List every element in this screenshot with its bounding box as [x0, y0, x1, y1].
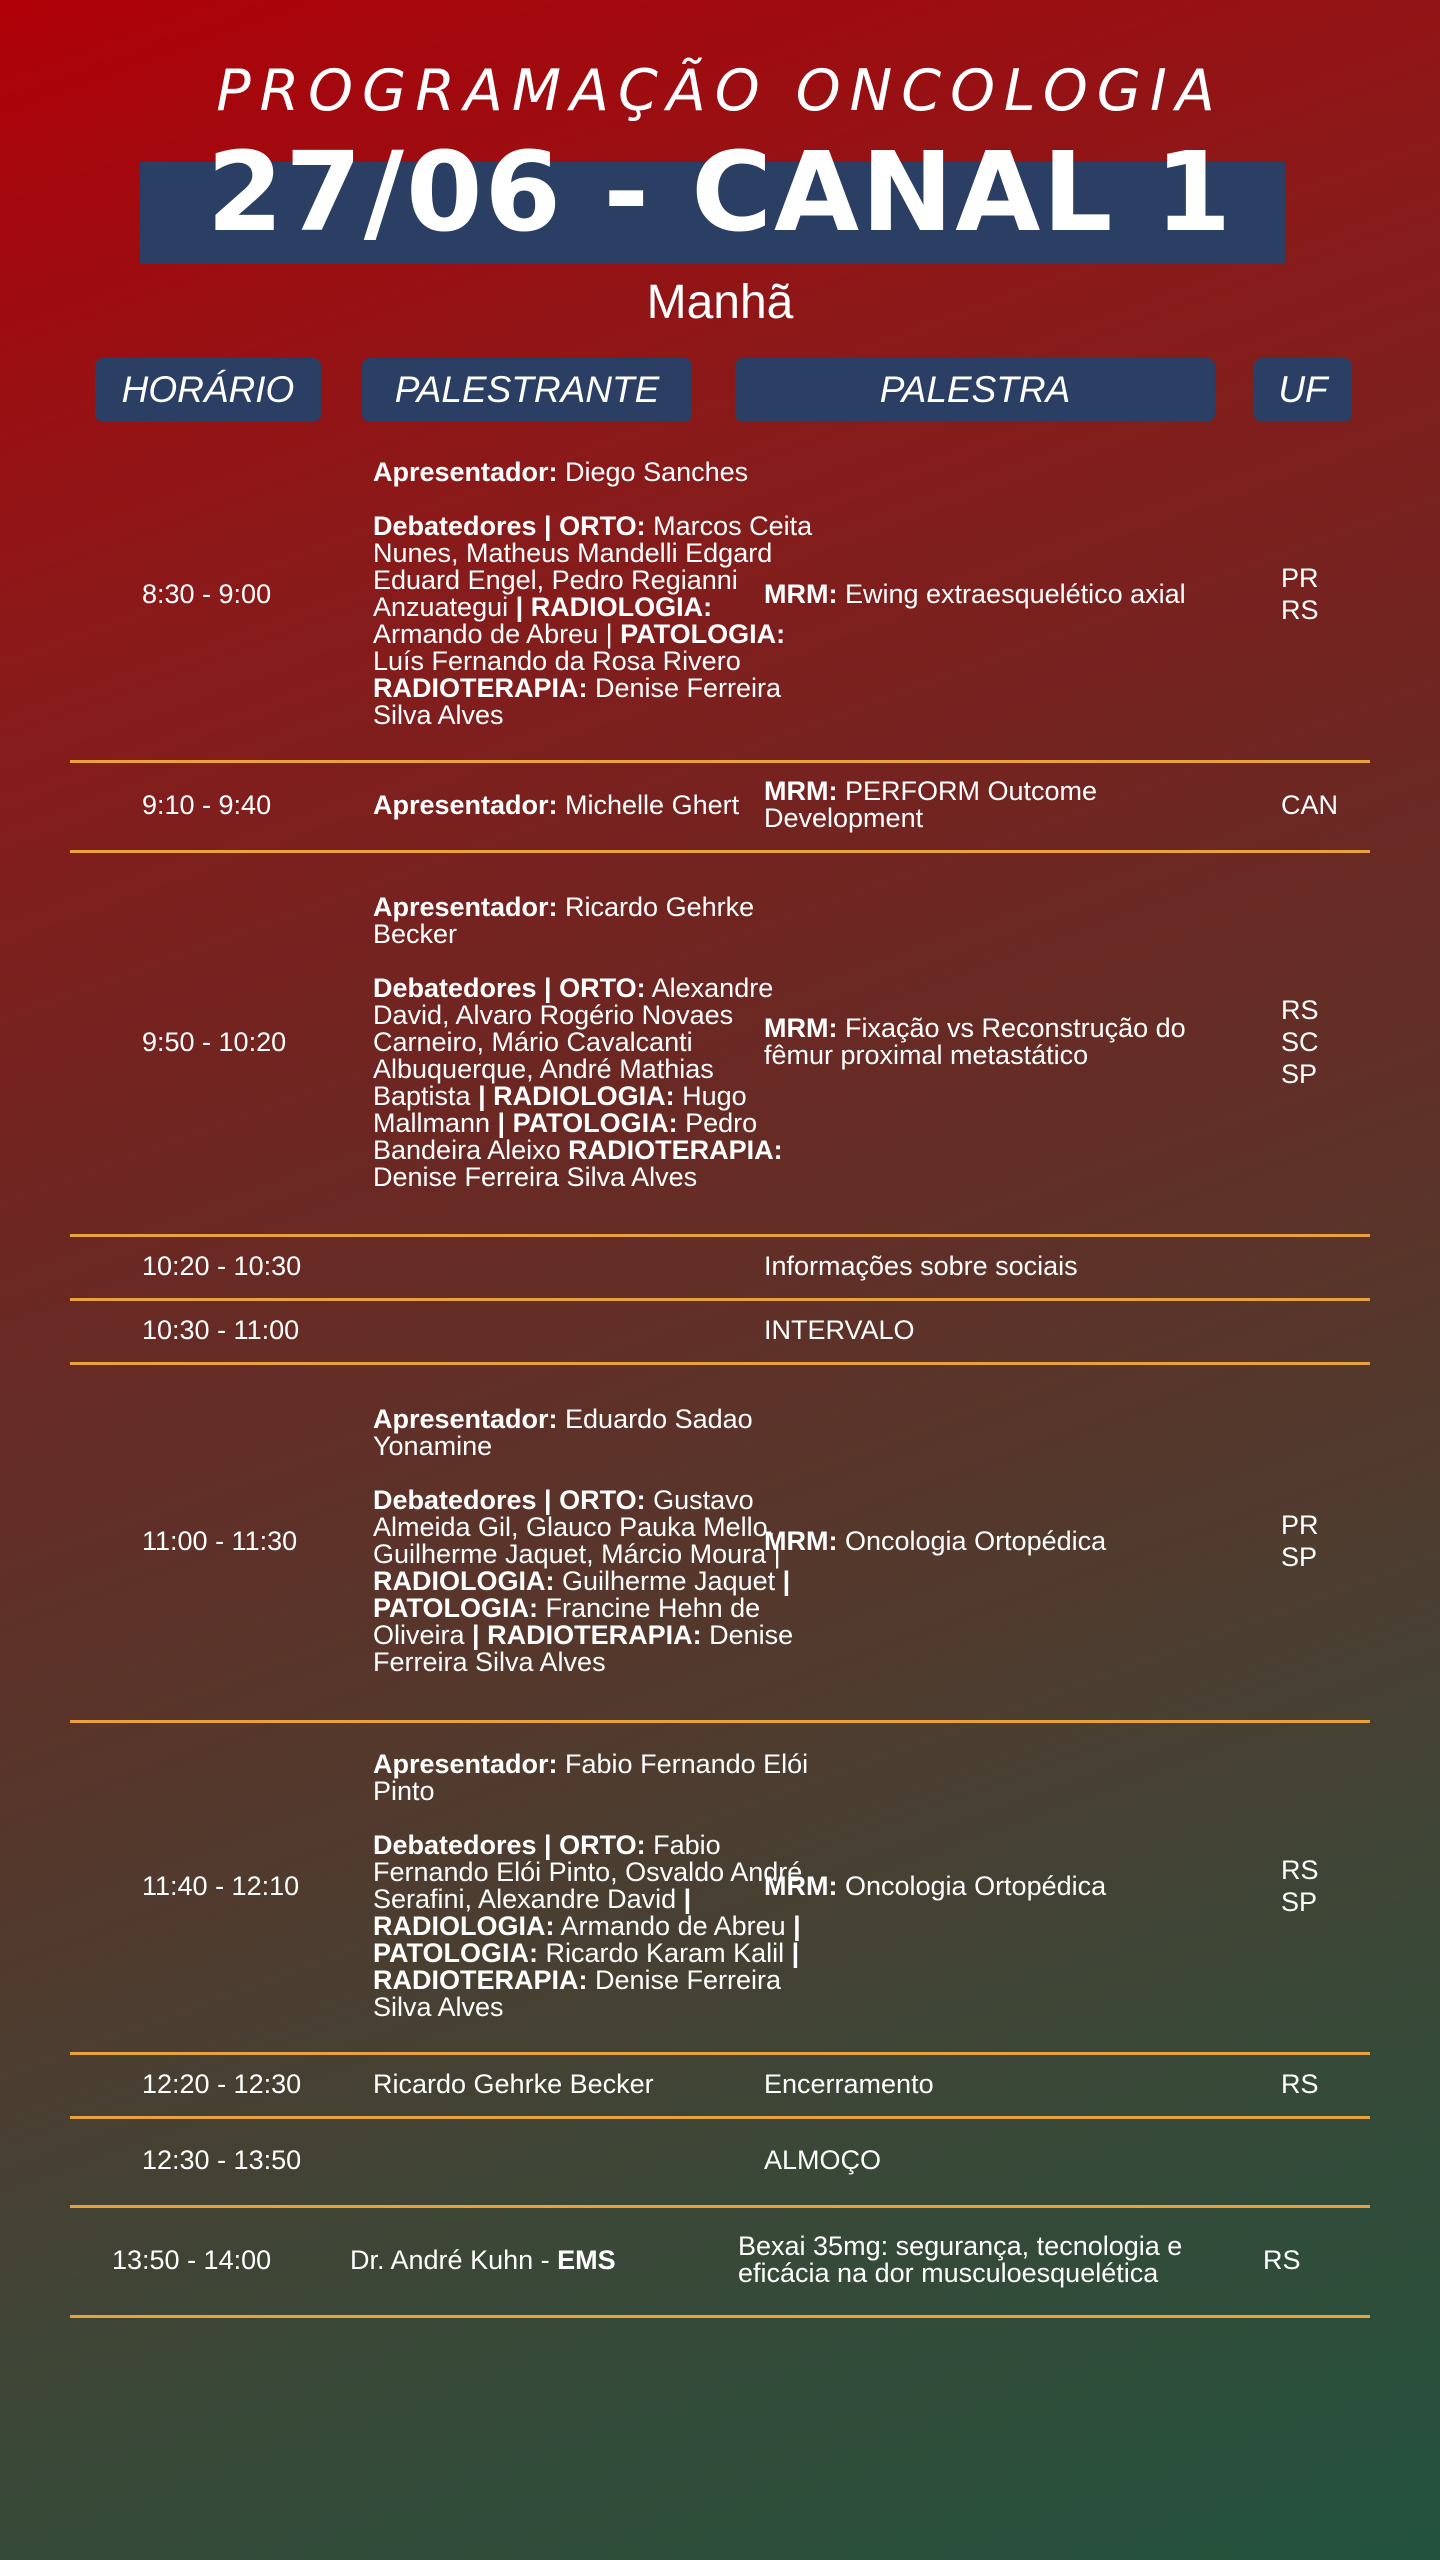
table-row [70, 1720, 1370, 2055]
speaker-run: Armando de Abreu [554, 1911, 794, 1941]
column-header-uf: UF [1254, 358, 1352, 422]
uf-code: RS [1281, 2069, 1319, 2099]
talk-cell [764, 1362, 1234, 1720]
speaker-run: Denise Ferreira Silva Alves [373, 673, 782, 730]
talk-cell [764, 2116, 1234, 2205]
speaker-run: Apresentador: [373, 1749, 558, 1779]
speaker-run: Dr. André Kuhn - [350, 2244, 558, 2275]
speaker-cell [373, 2052, 813, 2116]
speaker-run: PATOLOGIA: [620, 619, 786, 649]
table-row [70, 1362, 1370, 1723]
uf-cell [1263, 2205, 1343, 2315]
talk-title [738, 2233, 1228, 2287]
speaker-run: Denise Ferreira Silva Alves [373, 1620, 794, 1677]
speaker-run: Ricardo Karam Kalil [538, 1938, 792, 1968]
speaker-run: Debatedores | ORTO: [373, 972, 646, 1003]
speaker-cell [373, 1362, 813, 1720]
uf-cell [1281, 850, 1361, 1234]
speaker-run: Armando de Abreu | [373, 619, 621, 649]
talk-run: Fixação vs Reconstrução do fêmur proximal metastático [764, 1013, 1186, 1070]
uf-cell [1281, 1362, 1361, 1720]
talk-run: MRM: [764, 1870, 838, 1901]
speaker-run: Apresentador: [373, 1404, 558, 1434]
speaker-run: Apresentador: [373, 457, 558, 487]
talk-run: MRM: [764, 578, 838, 609]
speaker-run [523, 592, 531, 622]
speaker-run: Debatedores | ORTO: [373, 511, 646, 541]
talk-title [764, 778, 1234, 832]
speaker-run: | PATOLOGIA: [497, 1107, 678, 1138]
time-cell: 12:20 - 12:30 [142, 2068, 302, 2099]
speaker-run: Eduardo Sadao Yonamine [373, 1404, 753, 1461]
talk-title [764, 1250, 1234, 1281]
talk-run: Oncologia Ortopédica [837, 1525, 1107, 1556]
talk-run: Encerramento [764, 2068, 934, 2099]
speaker-run: Alexandre David, Alvaro Rogério Novaes Carneiro, Mário Cavalcanti Albuquerque, André Mathias Baptista [373, 972, 774, 1111]
speaker-run: Guilherme Jaquet [554, 1566, 783, 1596]
uf-code: RS [1263, 2245, 1301, 2275]
speaker-cell [373, 850, 813, 1234]
page-title: 27/06 - CANAL 1 [206, 128, 1234, 256]
speaker-run: RADIOTERAPIA: [373, 673, 588, 703]
speaker-paragraph [373, 972, 813, 1192]
speaker-paragraph [373, 459, 813, 486]
event-subtitle: PROGRAMAÇÃO ONCOLOGIA [216, 58, 1224, 124]
table-row [70, 2116, 1370, 2208]
speaker-run: | [472, 1620, 480, 1650]
speaker-run [486, 1081, 494, 1111]
talk-run: INTERVALO [764, 1314, 915, 1345]
speaker-run: PATOLOGIA: [373, 1938, 538, 1968]
speaker-run: Ricardo Gehrke Becker [373, 2068, 654, 2099]
speaker-paragraph [373, 2068, 813, 2099]
talk-cell [764, 1298, 1234, 1362]
time-cell: 10:30 - 11:00 [142, 1314, 300, 1345]
uf-code: RS [1281, 595, 1319, 625]
uf-code: CAN [1281, 790, 1339, 820]
table-row [70, 1234, 1370, 1301]
column-header-speaker: PALESTRANTE [362, 358, 692, 422]
time-cell: 13:50 - 14:00 [112, 2244, 272, 2275]
speaker-run: Denise Ferreira Silva Alves [373, 1965, 782, 2022]
time-cell: 9:50 - 10:20 [142, 1026, 287, 1057]
uf-code: SP [1281, 1887, 1318, 1917]
uf-cell [1281, 428, 1361, 760]
speaker-run: Pedro Bandeira Aleixo [373, 1107, 758, 1165]
uf-cell [1281, 2052, 1361, 2116]
time-cell: 8:30 - 9:00 [142, 578, 272, 609]
uf-cell [1281, 760, 1361, 850]
talk-run: PERFORM Outcome Development [764, 776, 1098, 833]
speaker-run: RADIOLOGIA: [530, 592, 713, 622]
speaker-cell [373, 1720, 813, 2052]
speaker-run: Denise Ferreira Silva Alves [373, 1161, 698, 1192]
talk-run: ALMOÇO [764, 2145, 882, 2175]
speaker-run: Apresentador: [373, 789, 558, 820]
talk-cell [738, 2205, 1228, 2315]
speaker-cell [373, 760, 813, 850]
table-row [70, 428, 1370, 763]
talk-run: MRM: [764, 776, 838, 806]
speaker-paragraph [373, 891, 813, 949]
speaker-run: EMS [557, 2244, 616, 2275]
talk-title [764, 2068, 1234, 2099]
uf-code: PR [1281, 1510, 1319, 1540]
uf-cell [1281, 1234, 1361, 1298]
talk-title [764, 578, 1234, 609]
talk-cell [764, 850, 1234, 1234]
talk-run: Oncologia Ortopédica [837, 1870, 1107, 1901]
speaker-paragraph [373, 513, 813, 729]
speaker-run: Debatedores | ORTO: [373, 1485, 646, 1515]
table-row [70, 1298, 1370, 1365]
talk-cell [764, 1234, 1234, 1298]
period-label: Manhã [646, 276, 794, 329]
speaker-run: | [478, 1080, 486, 1111]
speaker-run: Fabio Fernando Elói Pinto, Osvaldo André Serafini, Alexandre David [373, 1830, 803, 1914]
table-row [70, 2205, 1370, 2318]
speaker-run: Gustavo Almeida Gil, Glauco Pauka Mello, Guilherme Jaquet, Márcio Moura | [373, 1485, 781, 1569]
speaker-run [480, 1620, 488, 1650]
speaker-run: Michelle Ghert [557, 789, 740, 820]
speaker-cell [373, 1298, 813, 1362]
uf-cell [1281, 1298, 1361, 1362]
table-row [70, 2052, 1370, 2119]
talk-title [764, 1314, 1234, 1345]
column-header-time: HORÁRIO [95, 358, 321, 422]
speaker-paragraph [373, 1487, 813, 1676]
speaker-run: Francine Hehn de Oliveira [373, 1593, 761, 1650]
uf-code: RS [1281, 1855, 1319, 1885]
uf-code: SC [1281, 1027, 1319, 1057]
time-cell: 12:30 - 13:50 [142, 2145, 302, 2175]
time-cell: 10:20 - 10:30 [142, 1250, 302, 1281]
speaker-run: Hugo Mallmann [373, 1080, 747, 1138]
speaker-run: | [515, 592, 524, 622]
speaker-run: | RADIOTERAPIA: [373, 1938, 800, 1995]
talk-title [764, 1870, 1234, 1901]
speaker-run: Luís Fernando da Rosa Rivero [373, 646, 741, 676]
speaker-run: Diego Sanches [557, 457, 749, 487]
speaker-run: Apresentador: [373, 891, 558, 922]
speaker-cell [373, 2116, 813, 2205]
uf-code: SP [1281, 1059, 1318, 1089]
talk-cell [764, 2052, 1234, 2116]
talk-cell [764, 1720, 1234, 2052]
uf-cell [1281, 2116, 1361, 2205]
time-cell: 11:40 - 12:10 [142, 1870, 300, 1901]
talk-run: Ewing extraesquelético axial [837, 578, 1186, 609]
speaker-run: Fabio Fernando Elói Pinto [373, 1749, 809, 1806]
time-cell: 9:10 - 9:40 [142, 789, 272, 820]
talk-cell [764, 428, 1234, 760]
speaker-run: Debatedores | ORTO: [373, 1830, 646, 1860]
speaker-run: RADIOTERAPIA: [487, 1620, 702, 1650]
talk-run: Bexai 35mg: segurança, tecnologia e eficácia na dor musculoesquelética [738, 2231, 1183, 2288]
speaker-paragraph [373, 1832, 813, 2021]
uf-code: PR [1281, 563, 1319, 593]
column-header-talk: PALESTRA [735, 358, 1215, 422]
talk-title [764, 1525, 1234, 1556]
speaker-run: | RADIOLOGIA: [373, 1884, 692, 1941]
talk-run: Informações sobre sociais [764, 1250, 1078, 1281]
table-row [70, 850, 1370, 1237]
speaker-run: RADIOTERAPIA: [568, 1134, 783, 1165]
speaker-cell [373, 428, 813, 760]
talk-run: MRM: [764, 1013, 838, 1043]
speaker-paragraph [350, 2244, 790, 2275]
table-row [70, 760, 1370, 853]
speaker-paragraph [373, 789, 813, 820]
speaker-paragraph [373, 1406, 813, 1460]
talk-cell [764, 760, 1234, 850]
uf-code: RS [1281, 995, 1319, 1025]
uf-cell [1281, 1720, 1361, 2052]
speaker-run: | [793, 1911, 801, 1941]
time-cell: 11:00 - 11:30 [142, 1525, 298, 1556]
speaker-cell [350, 2205, 790, 2315]
speaker-paragraph [373, 1751, 813, 1805]
speaker-cell [373, 1234, 813, 1298]
speaker-run: RADIOLOGIA: [493, 1080, 675, 1111]
speaker-run: RADIOLOGIA: [373, 1566, 555, 1596]
speaker-run: Marcos Ceita Nunes, Matheus Mandelli Edgard Eduard Engel, Pedro Regianni Anzuategui [373, 511, 813, 622]
speaker-run: Ricardo Gehrke Becker [373, 891, 755, 949]
talk-title [764, 1015, 1234, 1069]
speaker-run: | PATOLOGIA: [373, 1566, 791, 1623]
talk-title [764, 2147, 1234, 2174]
talk-run: MRM: [764, 1525, 838, 1556]
uf-code: SP [1281, 1542, 1318, 1572]
